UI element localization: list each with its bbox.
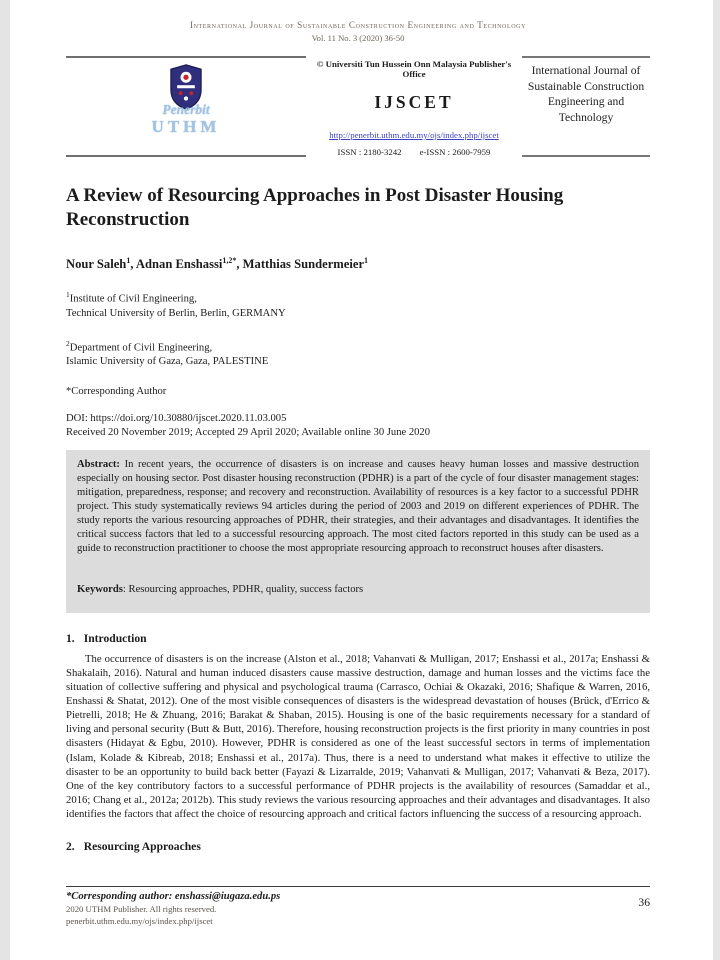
abstract-label: Abstract: [77, 459, 120, 471]
logo-brand-text: UTHM [151, 116, 221, 136]
author-line [66, 256, 650, 272]
author-affiliation-sup: 1 [364, 256, 369, 265]
footer-corresponding-author: *Corresponding author: enshassi@iugaza.edu.ps [66, 891, 281, 902]
doi-block [66, 412, 650, 440]
corresponding-author-note: *Corresponding Author [66, 386, 167, 398]
author: , Matthias Sundermeier$^1$ [236, 256, 369, 272]
author: Nour Saleh$^1$ [66, 256, 131, 272]
page-number: 36 [638, 896, 650, 909]
author-affiliation-sup: 1 [126, 256, 131, 265]
affiliation-2: $^2$Department of Civil Engineering, Islamic University of Gaza, Gaza, PALESTINE [66, 338, 269, 368]
abstract-box [66, 450, 650, 612]
eissn-value: e-ISSN : 2600-7959 [419, 147, 491, 157]
running-head [66, 0, 650, 43]
footer-rights: 2020 UTHM Publisher. All rights reserved. [66, 904, 217, 914]
issn-line [306, 147, 522, 157]
page-footer [66, 886, 650, 926]
issn-value: ISSN : 2180-3242 [337, 147, 402, 157]
page-edge-left [0, 0, 10, 960]
journal-url-link[interactable]: http://penerbit.uthm.edu.my/ojs/index.php/ijscet [329, 130, 499, 140]
abstract-paragraph: Abstract: In recent years, the occurrence of disasters is on increase and causes heavy human losses and massive destruction especially on housing sector. Post disaster housing reconstruction (PDHR) is a part of the cycle of four disaster management stages: mitigation, preparedness, response; and recovery and reconstruction. Availability of resources is a key factor to a successful PDHR project. This study systematically reviews 94 articles during the period of 2003 and 2019 on different experiences of PDHR. The study reports the various resourcing approaches of PDHR, their strategies, and their advantages and disadvantages. It identifies the critical success factors that led to a successful resourcing approach. The most cited factors reported in this study can be used as a guide to reconstruction practitioner to choose the most appropriate resourcing approach to reconstruct houses after disasters. [77, 459, 639, 554]
journal-acronym: IJSCET [374, 92, 454, 112]
journal-name-panel: International Journal of Sustainable Construction Engineering and Technology [522, 56, 650, 157]
section-heading-resourcing-approaches: 2. Resourcing Approaches [66, 840, 201, 854]
section-heading-introduction: 1. Introduction [66, 631, 147, 645]
doi-line: DOI: https://doi.org/10.30880/ijscet.2020.11.03.005 [66, 413, 287, 425]
author-affiliation-sup: 1,2* [222, 256, 237, 265]
publisher-wordmark [152, 103, 221, 135]
page-edge-right [713, 0, 720, 960]
article-title: A Review of Resourcing Approaches in Post Disaster Housing Reconstruction [66, 185, 564, 230]
introduction-paragraph: The occurrence of disasters is on the increase (Alston et al., 2018; Vahanvati & Mulligan, 2017; Enshassi et al., 2017a; Enshassi & Shakalaih, 2016). Natural and human induced disasters cause massive destruction, damage and human losses and the victims face the situation of collective suffering and physical and psychological trauma (Carrasco, Ochiai & Okazaki, 2016; Shafique & Warren, 2016, Enshassi & Shatat, 2012). One of the most visible consequences of disasters is the widespread devastation of houses (Brück, d'Errico & Pietrelli, 2018; He & Zhuang, 2016; Barakat & Shaban, 2015). Housing is one of the basic requirements necessary for a standard of living and personal security (Butt & Butt, 2016). Therefore, housing reconstruction projects is the first priority in many countries in post disasters (Hidayat & Egbu, 2010). However, PDHR is considered as one of the least successful sectors in terms of implementation (Islam, Kolade & Kibreab, 2018; Enshassi et al., 2017a). Thus, there is a need to understand what makes it effective to utilize the disaster to be an opportunity to build back better (Fayazi & Lizarralde, 2019; Vahanvati & Mulligan, 2017; Vahanvati & Beza, 2017). One of the key contributory factors to a successful performance of PDHR projects is the availability of resources (Samaddar et al., 2016; Chang et al., 2012a; 2012b). This study reviews the various resourcing approaches and their advantages and disadvantages. It also identifies the factors that affect the choice of resourcing approach and critical factors influencing the success of a resourcing approach. [66, 652, 650, 821]
history-line: Received 20 November 2019; Accepted 29 April 2020; Available online 30 June 2020 [66, 427, 431, 439]
publisher-copyright: © Universiti Tun Hussein Onn Malaysia Publisher's Office [316, 59, 512, 79]
running-head-volume: Vol. 11 No. 3 (2020) 36-50 [311, 33, 405, 43]
author: , Adnan Enshassi$^{1,2*}$ [130, 256, 237, 272]
publisher-logo-panel [66, 56, 306, 157]
page-content [66, 0, 650, 853]
keywords-line: Keywords: Resourcing approaches, PDHR, quality, success factors [77, 583, 364, 595]
running-head-journal: International Journal of Sustainable Construction Engineering and Technology [189, 20, 527, 30]
affiliation-1: $^1$Institute of Civil Engineering, Technical University of Berlin, Berlin, GERMANY [66, 290, 286, 319]
footer-site: penerbit.uthm.edu.my/ojs/index.php/ijscet [66, 916, 213, 926]
logo-publisher-text: Penerbit [162, 102, 210, 117]
keywords-label: Keywords [77, 583, 123, 595]
masthead [66, 56, 650, 157]
masthead-center [306, 56, 522, 157]
